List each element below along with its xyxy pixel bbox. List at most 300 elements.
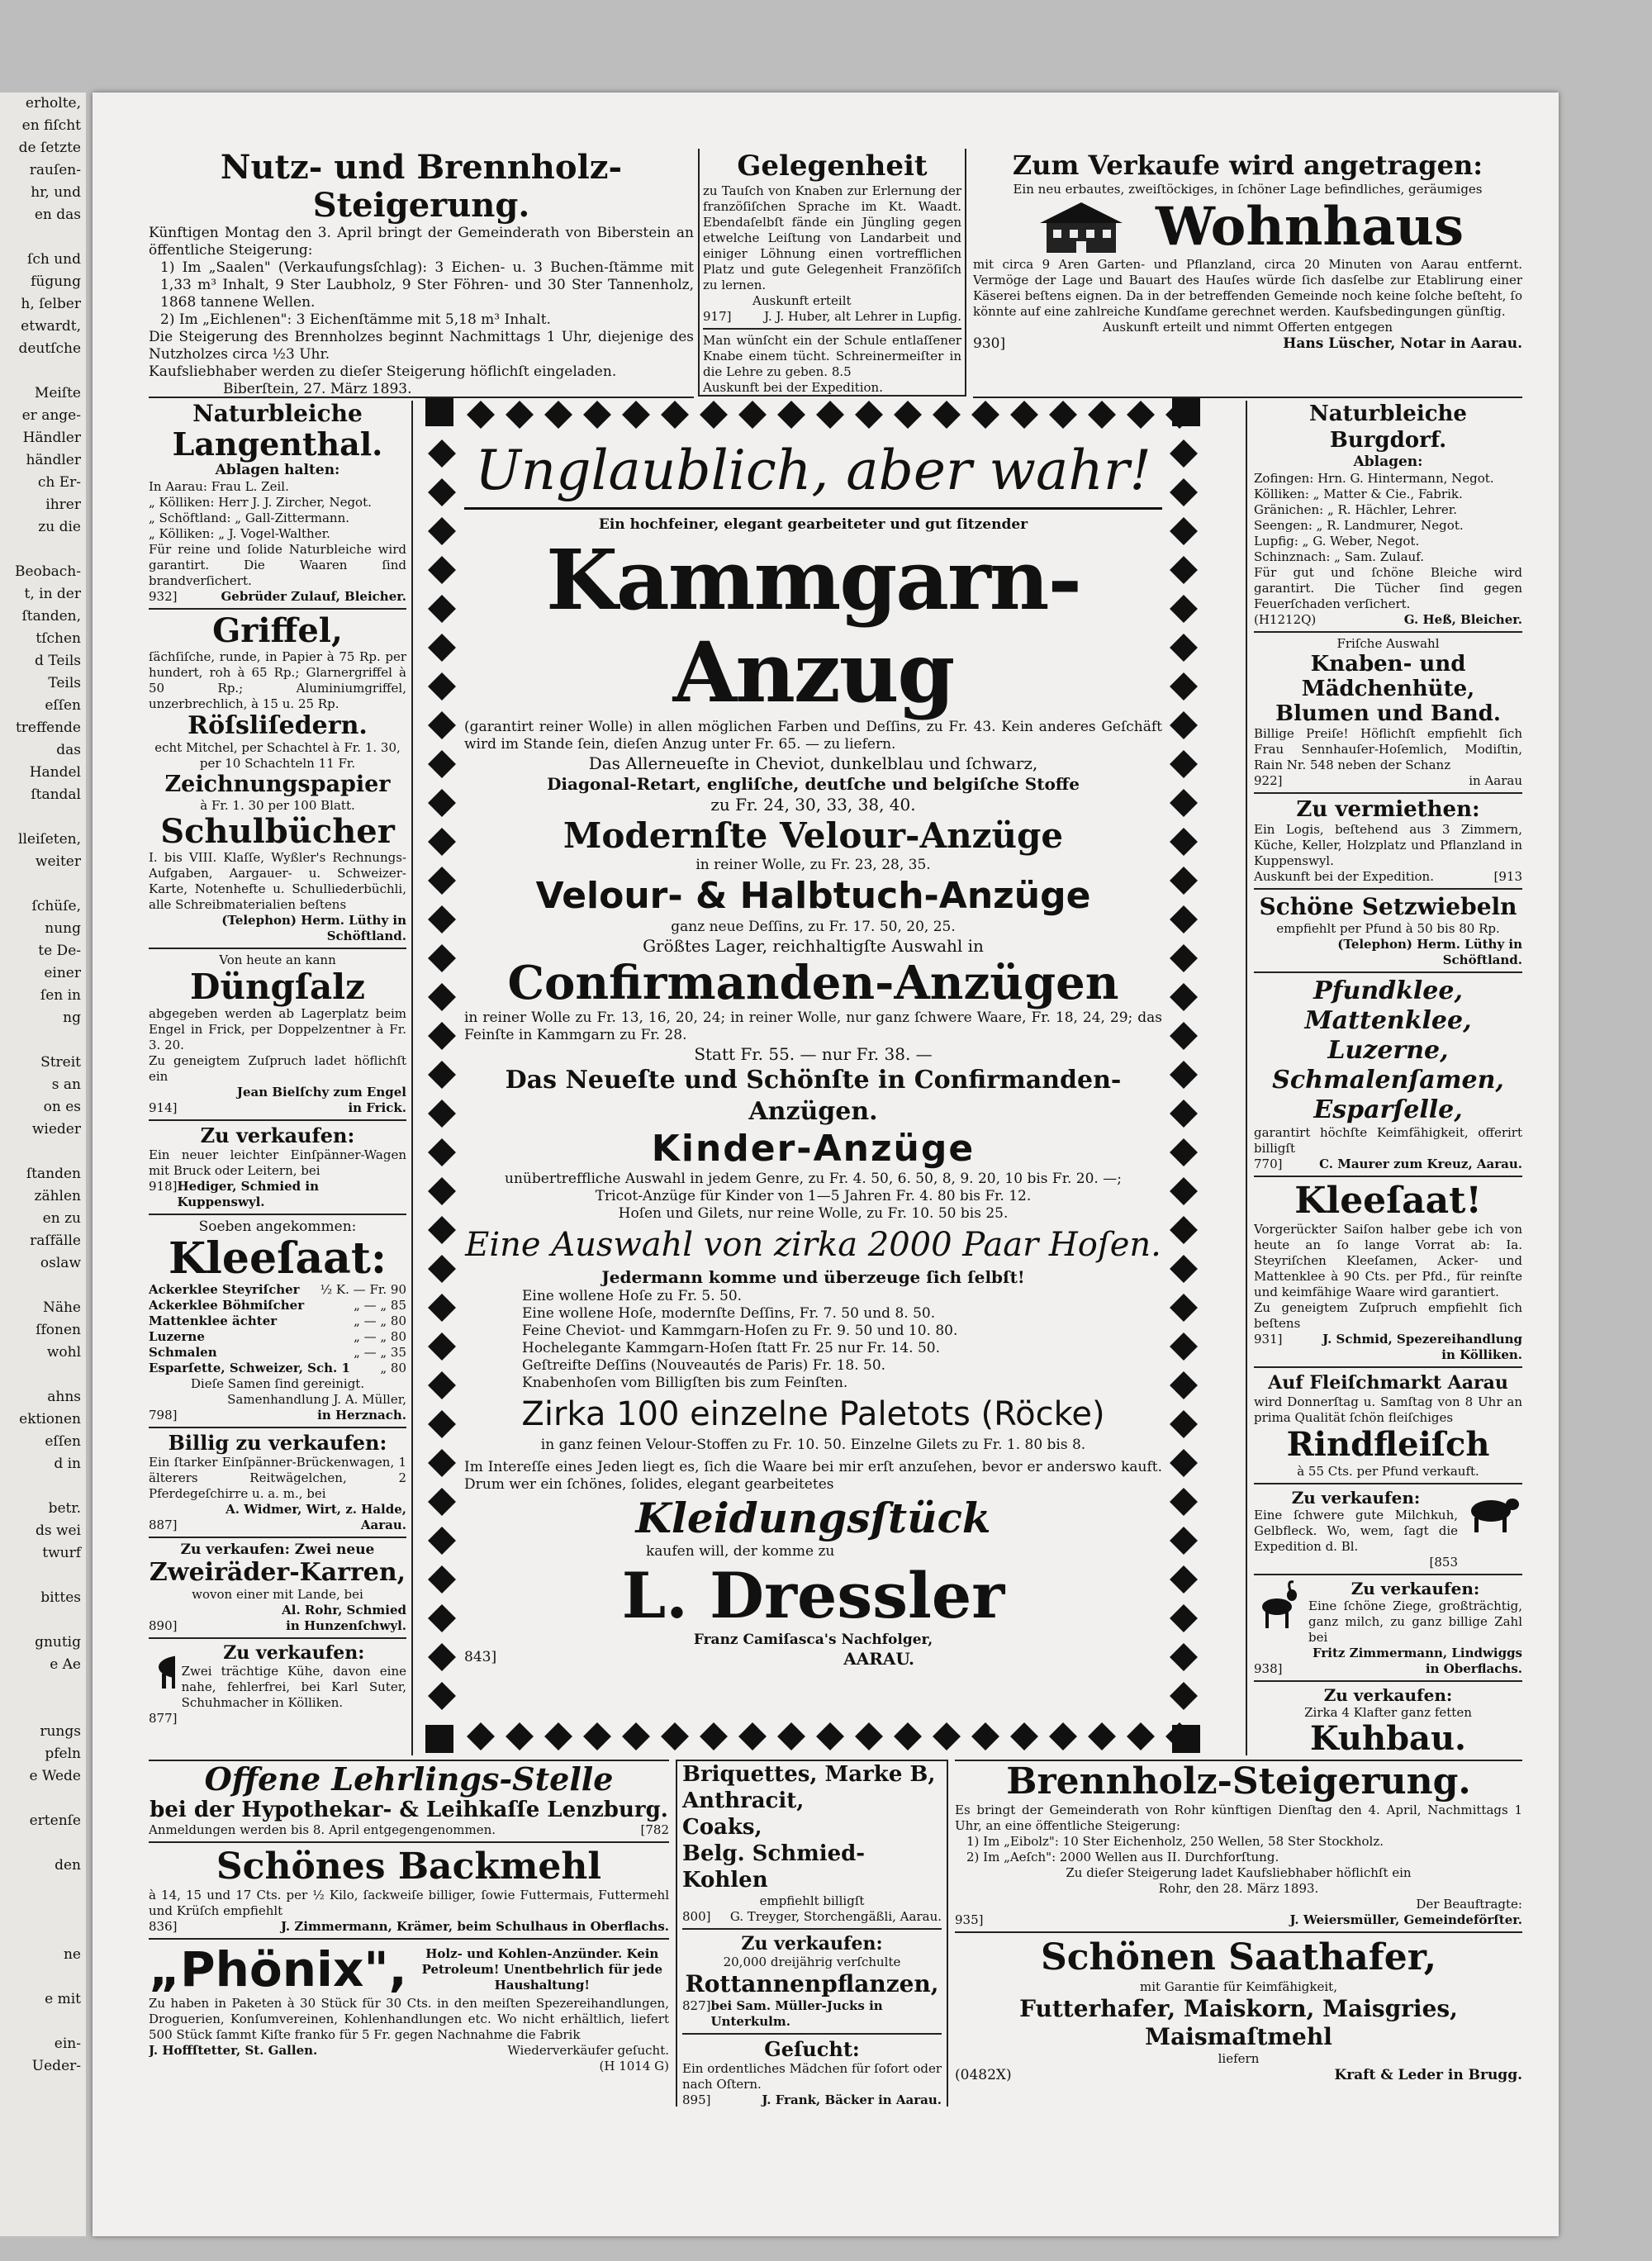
ad-text: Anmeldungen werden bis 8. April entgegengenommen.: [149, 1822, 496, 1837]
border-diamond: [738, 401, 767, 429]
strip-fragment: gnutig: [35, 1634, 81, 1651]
ad-number: 938]: [1254, 1661, 1283, 1676]
ad-big: Kleeſaat!: [1294, 1180, 1482, 1222]
border-diamond: [428, 983, 456, 1011]
strip-fragment: zu die: [38, 519, 81, 535]
ad-heading: Eine Auswahl von zirka 2000 Paar Hoſen.: [465, 1226, 1161, 1264]
list-item: Schmalenſamen,: [1272, 1066, 1504, 1095]
border-diamond: [894, 401, 922, 429]
ad-title: Billig zu verkaufen:: [168, 1431, 387, 1455]
border-diamond: [661, 1722, 689, 1750]
ad-text: Ein Logis, beſtehend aus 3 Zimmern, Küche, Keller, Holzplatz und Pflanzland in Kuppenswyl.: [1254, 822, 1522, 868]
ad-number: 836]: [149, 1919, 178, 1934]
ad-title: Zu verkaufen:: [223, 1642, 365, 1664]
border-diamond: [1170, 556, 1198, 584]
strip-fragment: [0, 1475, 86, 1498]
border-diamond: [428, 1527, 456, 1555]
border-diamond: [428, 595, 456, 623]
border-diamond: [467, 1722, 495, 1750]
ad-big: Rottannenpflanzen,: [685, 1970, 939, 1997]
list-item: Briquettes, Marke B,: [682, 1762, 936, 1787]
strip-fragment: [0, 1275, 86, 1297]
strip-fragment: händler: [26, 452, 81, 468]
border-diamond: [1170, 1565, 1198, 1594]
ad-big: Griffel,: [212, 611, 343, 650]
border-diamond: [1170, 1100, 1198, 1128]
border-diamond: [1170, 595, 1198, 623]
border-diamond: [1170, 1527, 1198, 1555]
ad-text: Dieſe Samen ſind gereinigt.: [190, 1376, 365, 1391]
strip-fragment: ds wei: [35, 1522, 81, 1539]
border-diamond: [428, 1294, 456, 1322]
border-diamond: [544, 1722, 572, 1750]
strip-fragment: Streit: [40, 1054, 81, 1071]
border-diamond: [544, 401, 572, 429]
strip-fragment: ſtanden,: [21, 608, 81, 625]
price-item: Luzerne: [149, 1329, 205, 1344]
strip-fragment: [0, 873, 86, 895]
ad-number: 887]: [149, 1518, 178, 1532]
ad-signature: J. Schmid, Spezereihandlung: [1322, 1332, 1522, 1347]
left-page-strip: [0, 93, 86, 2236]
ad-number: 877]: [149, 1711, 178, 1726]
border-diamond: [700, 1722, 728, 1750]
ad-text: empfiehlt per Pfund à 50 bis 80 Rp.: [1276, 921, 1500, 936]
ad-text: Franz Camiſasca's Nachfolger,: [693, 1632, 933, 1648]
border-diamond: [428, 439, 456, 468]
ad-big: Zweiräder-Karren,: [149, 1558, 406, 1587]
strip-fragment: raſfälle: [30, 1233, 81, 1249]
ad-signature: G. Heß, Bleicher.: [1403, 612, 1522, 627]
strip-fragment: [0, 2100, 86, 2122]
ad-heading: Modernſte Velour-Anzüge: [563, 815, 1064, 856]
ad-text: mit Garantie für Keimfähigkeit,: [1140, 1979, 1337, 1994]
border-diamond: [1170, 1216, 1198, 1244]
list-item: Kölliken: „ Matter & Cie., Fabrik.: [1254, 487, 1463, 501]
ad-big: Kammgarn-Anzug: [546, 531, 1080, 721]
strip-fragment: fügung: [31, 273, 81, 290]
ad-number: 917]: [703, 309, 732, 324]
ad-number: 843]: [464, 1649, 497, 1665]
ad-text: 20,000 dreijährig verſchulte: [723, 1955, 901, 1969]
strip-fragment: [0, 1141, 86, 1163]
ad-big: Futterhafer, Maiskorn, Maisgries, Maismaſtmehl: [1019, 1995, 1458, 2050]
border-diamond: [700, 401, 728, 429]
strip-fragment: betr.: [48, 1500, 81, 1517]
ad-text: garantirt höchſte Keimfähigkeit, offerirt billigſt: [1254, 1125, 1522, 1156]
border-diamond: [428, 944, 456, 972]
border-diamond: [428, 478, 456, 506]
ad-item: „ Kölliken: „ J. Vogel-Walther.: [149, 526, 330, 541]
strip-fragment: en fiſcht: [21, 117, 81, 134]
ad-text: Man wünſcht ein der Schule entlaſſener Knabe einem tücht. Schreinermeiſter in die Lehre zu geben. 8.5: [703, 333, 961, 379]
price-value: „ — „ 35: [354, 1345, 406, 1360]
ad-heading: Velour- & Halbtuch-Anzüge: [535, 875, 1091, 917]
border-diamond: [1170, 1255, 1198, 1283]
strip-fragment: ne: [63, 1946, 81, 1963]
price-value: „ — „ 80: [354, 1329, 406, 1344]
border-diamond: [428, 517, 456, 545]
border-diamond: [425, 1725, 453, 1753]
border-diamond: [1127, 1722, 1155, 1750]
ad-text: Billige Preiſe! Höflichſt empfiehlt ſich Frau Sennhauſer-Hoſemlich, Modiſtin, Rain Nr. 548 neben der Schanz: [1254, 726, 1522, 772]
strip-fragment: ſfonen: [36, 1322, 81, 1338]
ad-title: Zu verkaufen:: [200, 1123, 355, 1147]
ad-text: Zwei trächtige Kühe, davon eine nahe, fehlerfrei, bei Karl Suter, Schuhmacher in Kölliken.: [181, 1664, 406, 1710]
ad-text: Es bringt der Gemeinderath von Rohr künftigen Dienſtag den 4. April, Nachmittags 1 Uhr, an eine öffentliche Steigerung:: [955, 1803, 1522, 1833]
border-diamond: [1170, 983, 1198, 1011]
strip-fragment: bittes: [40, 1589, 81, 1606]
ad-text: Wiederverkäufer geſucht.: [507, 2043, 669, 2058]
border-diamond: [971, 401, 999, 429]
border-diamond: [428, 905, 456, 933]
strip-fragment: ſtandal: [31, 786, 81, 803]
border-diamond: [425, 398, 453, 426]
border-diamond: [428, 1255, 456, 1283]
ad-number: 922]: [1254, 773, 1283, 788]
ad-text: Ein ſtarker Einſpänner-Brückenwagen, 1 älterers Reitwägelchen, 2 Pferdegeſchirre u. a. m., bei: [149, 1455, 406, 1501]
strip-fragment: ahns: [47, 1389, 81, 1405]
ad-text: echt Mitchel, per Schachtel à Fr. 1. 30, per 10 Schachteln 11 Fr.: [154, 740, 401, 771]
ad-text: Für gut und ſchöne Bleiche wird garantirt. Die Tücher ſind gegen Feuerſchaden verſichert.: [1254, 565, 1522, 611]
ad-item: 2) Im „Aeſch": 2000 Wellen aus II. Durchforſtung.: [966, 1850, 1279, 1864]
ad-signature: Fritz Zimmermann, Lindwiggs: [1312, 1646, 1522, 1660]
ad-text: Das Neueſte und Schönſte in Confirmanden-Anzügen.: [505, 1066, 1122, 1126]
border-diamond: [1170, 1022, 1198, 1050]
border-diamond: [428, 634, 456, 662]
border-diamond: [1170, 1371, 1198, 1399]
border-diamond: [428, 1061, 456, 1089]
ad-title: Zu verkaufen:: [1351, 1579, 1480, 1598]
ad-text: abgegeben werden ab Lagerplatz beim Engel in Frick, per Doppelzentner à Fr. 3. 20.: [149, 1006, 406, 1052]
border-diamond: [971, 1722, 999, 1750]
ad-title: Geſucht:: [764, 2037, 860, 2061]
strip-fragment: [0, 1966, 86, 1988]
border-diamond: [622, 401, 650, 429]
ad-signature: J. Hoffſtetter, St. Gallen.: [149, 2043, 318, 2058]
strip-fragment: eſſen: [45, 1433, 81, 1450]
ad-signature: G. Treyger, Storchengäßli, Aarau.: [729, 1909, 942, 1924]
price-value: „ — „ 80: [354, 1313, 406, 1328]
ad-big: Langenthal.: [172, 425, 383, 463]
ad-item: „ Kölliken: Herr J. J. Zircher, Negot.: [149, 495, 372, 510]
ad-text: in reiner Wolle, zu Fr. 23, 28, 35.: [695, 857, 931, 873]
strip-fragment: s an: [51, 1076, 81, 1093]
list-item: Gränichen: „ R. Hächler, Lehrer.: [1254, 502, 1457, 517]
strip-fragment: hr, und: [31, 184, 81, 201]
ad-text: (garantirt reiner Wolle) in allen möglichen Farben und Deſſins, zu Fr. 43. Kein anderes Geſchäft wird im Stande ſein, dieſen Anzug unter Fr. 65. — zu liefern.: [464, 719, 1162, 753]
ad-text: Künftigen Montag den 3. April bringt der Gemeinderath von Biberstein an öffentliche Steigerung:: [149, 225, 694, 259]
ad-text: wird Donnerſtag u. Samſtag von 8 Uhr an prima Qualität ſchön fleiſchiges: [1254, 1394, 1522, 1425]
border-diamond: [1127, 401, 1155, 429]
strip-fragment: wieder: [31, 1121, 81, 1138]
strip-fragment: [0, 226, 86, 249]
ad-text: Auskunft bei der Expedition.: [1254, 869, 1434, 884]
ad-text: Zu geneigtem Zuſpruch ladet höflichſt ein: [149, 1053, 406, 1084]
border-diamond: [1170, 478, 1198, 506]
ad-wohnhaus: [973, 149, 1522, 398]
strip-fragment: [0, 1698, 86, 1721]
border-diamond: [1088, 1722, 1116, 1750]
border-diamond: [1010, 1722, 1038, 1750]
ad-text: Soeben angekommen:: [198, 1218, 357, 1235]
border-diamond: [1170, 944, 1198, 972]
border-diamond: [1170, 1449, 1198, 1477]
price-list: [464, 1288, 1162, 1392]
ad-big: Schöne Setzwiebeln: [1259, 893, 1517, 920]
ad-number: 914]: [149, 1100, 178, 1115]
ad-number: 931]: [1254, 1332, 1283, 1347]
list-item: Esparſelle,: [1313, 1095, 1463, 1124]
ad-text: ganz neue Deſſins, zu Fr. 17. 50, 20, 25.: [671, 919, 956, 935]
strip-fragment: te De-: [38, 943, 81, 959]
list: [1254, 976, 1522, 1125]
ad-text: Größtes Lager, reichhaltigſte Auswahl in: [643, 936, 984, 956]
border-diamond: [1170, 1488, 1198, 1516]
ad-text: Der Beauftragte:: [1416, 1897, 1522, 1912]
ad-signature: Al. Rohr, Schmied: [282, 1603, 406, 1617]
ad-big: bei der Hypothekar- & Leihkaſſe Lenzburg.: [150, 1798, 668, 1822]
ad-text: Ein neu erbautes, zweiſtöckiges, in ſchöner Lage befindliches, geräumiges: [1013, 182, 1483, 197]
border-diamond: [1170, 1177, 1198, 1205]
strip-fragment: [0, 1877, 86, 1899]
ad-text: Friſche Auswahl: [1336, 636, 1440, 651]
strip-fragment: zählen: [34, 1188, 81, 1204]
ad-brand: L. Dressler: [621, 1559, 1005, 1632]
ad-text: à Fr. 1. 30 per 100 Blatt.: [200, 798, 355, 813]
border-diamond: [1170, 1138, 1198, 1166]
ad-dressler: [464, 438, 1162, 1714]
strip-fragment: erholte,: [25, 95, 81, 112]
ad-signature: in Kölliken.: [1441, 1347, 1522, 1362]
border-diamond: [506, 1722, 534, 1750]
strip-fragment: [0, 1676, 86, 1698]
ad-big: Offene Lehrlings-Stelle: [204, 1760, 614, 1798]
ad-big: Rindfleiſch: [1286, 1425, 1490, 1464]
strip-fragment: ſtanden: [26, 1166, 81, 1182]
border-diamond: [428, 1643, 456, 1671]
ad-sub: Ablagen:: [1353, 454, 1423, 470]
ad-title: Auf Fleiſchmarkt Aarau: [1268, 1372, 1508, 1394]
ad-sub: Ein hochfeiner, elegant gearbeiteter und gut ſitzender: [598, 516, 1028, 533]
ad-number: 827]: [682, 1998, 711, 2013]
ad-text: Hoſen und Gilets, nur reine Wolle, zu Fr. 10. 50 bis 25.: [618, 1205, 1009, 1222]
strip-fragment: [0, 2167, 86, 2189]
list-item: Schinznach: „ Sam. Zulauf.: [1254, 549, 1424, 564]
border-diamond: [855, 401, 883, 429]
list-item: Geſtreifte Deſſins (Nouveautés de Paris) Fr. 18. 50.: [522, 1357, 886, 1374]
bottom-left-ads: [149, 1760, 669, 2108]
ad-number: 932]: [149, 589, 178, 604]
right-column: [1246, 401, 1522, 1755]
ad-number: 918]: [149, 1179, 178, 1194]
price-row: [149, 1282, 406, 1298]
border-diamond: [428, 1604, 456, 1632]
border-diamond: [1170, 789, 1198, 817]
ad-place: Biberſtein, 27. März 1893.: [223, 381, 412, 397]
ad-number: [782: [640, 1822, 669, 1837]
cow-icon: [149, 1642, 175, 1692]
ad-title: Zu verkaufen:: [1291, 1488, 1421, 1508]
ad-text: I. bis VIII. Klaſſe, Wyßler's Rechnungs-Aufgaben, Aargauer- u. Schweizer-Karte, Notenhefte u. Schulliederbüchli, alle Schreibmaterialien beſtens: [149, 850, 406, 912]
border-diamond: [1170, 439, 1198, 468]
price-value: ½ K. — Fr. 90: [320, 1282, 406, 1297]
strip-fragment: [0, 1899, 86, 1921]
list: [682, 1761, 942, 1893]
border-diamond: [428, 1488, 456, 1516]
border-diamond: [777, 401, 805, 429]
ad-text: Diagonal-Retart, engliſche, deutſche und belgiſche Stoffe: [547, 774, 1080, 794]
ad-signature: J. Weiersmüller, Gemeindeförſter.: [1289, 1912, 1522, 1927]
strip-fragment: [0, 1029, 86, 1052]
ad-text: Auskunft erteilt und nimmt Offerten entgegen: [1102, 320, 1393, 335]
ad-signature: Kraft & Leder in Brugg.: [1334, 2067, 1522, 2083]
border-diamond: [1170, 634, 1198, 662]
ad-signature: in Oberflachs.: [1425, 1661, 1522, 1676]
border-diamond: [428, 1177, 456, 1205]
strip-fragment: [0, 806, 86, 829]
border-diamond: [428, 1332, 456, 1361]
strip-fragment: d in: [54, 1456, 81, 1472]
strip-fragment: rauſen-: [29, 162, 81, 178]
ad-text: kaufen will, der komme zu: [646, 1543, 835, 1560]
strip-fragment: Meiſte: [34, 385, 81, 401]
ad-big: Düngſalz: [190, 967, 365, 1007]
price-item: Esparſette, Schweizer, Sch. 1: [149, 1361, 350, 1375]
ad-text: in ganz feinen Velour-Stoffen zu Fr. 10. 50. Einzelne Gilets zu Fr. 1. 80 bis 8.: [540, 1437, 1086, 1453]
border-diamond: [1170, 905, 1198, 933]
strip-fragment: ch Er-: [37, 474, 81, 491]
ad-sub: Ablagen halten:: [215, 462, 340, 478]
ad-number: 800]: [682, 1909, 711, 1924]
strip-fragment: einer: [44, 965, 81, 981]
strip-fragment: den: [55, 1857, 81, 1874]
border-diamond: [428, 1138, 456, 1166]
ad-text: Die Steigerung des Brennholzes beginnt Nachmittags 1 Uhr, diejenige des Nutzholzes circa ½3 Uhr.: [149, 329, 694, 363]
house-icon: [1032, 198, 1131, 256]
strip-fragment: wohl: [46, 1344, 81, 1361]
ad-number: (H1212Q): [1254, 612, 1317, 627]
ad-text: Zu dieſer Steigerung ladet Kaufsliebhaber höflichſt ein: [1066, 1865, 1412, 1880]
list-item: Belg. Schmied-Kohlen: [682, 1841, 866, 1893]
border-diamond: [428, 1371, 456, 1399]
strip-fragment: [0, 2145, 86, 2167]
border-diamond: [1170, 1682, 1198, 1710]
cow-icon: [1463, 1488, 1522, 1537]
strip-fragment: [0, 1788, 86, 1810]
ad-number: [853: [1429, 1555, 1458, 1570]
ad-heading: Kinder-Anzüge: [651, 1128, 976, 1170]
strip-fragment: en zu: [42, 1210, 81, 1227]
strip-fragment: deutſche: [18, 340, 81, 357]
border-diamond: [428, 1100, 456, 1128]
ad-text: Holz- und Kohlen-Anzünder. Kein Petroleum! Unentbehrlich für jede Haushaltung!: [421, 1945, 663, 1993]
strip-fragment: twurf: [42, 1545, 81, 1561]
ad-signature: in Aarau: [1469, 773, 1522, 788]
ad-signature: in Herznach.: [317, 1408, 406, 1423]
strip-fragment: das: [56, 742, 81, 758]
ad-item: In Aarau: Frau L. Zeil.: [149, 479, 289, 494]
price-row: [149, 1329, 406, 1345]
price-row: [149, 1361, 406, 1376]
ad-signature: Gebrüder Zulauf, Bleicher.: [221, 589, 406, 604]
strip-fragment: t, in der: [24, 586, 81, 602]
ad-number: 890]: [149, 1618, 178, 1633]
strip-fragment: de ſetzte: [18, 140, 81, 156]
bottom-right-ads: [955, 1760, 1522, 2108]
ad-signature: Hans Lüscher, Notar in Aarau.: [1283, 335, 1522, 352]
ad-text: Eine ſchwere gute Milchkuh, Gelbfleck. Wo, wem, ſagt die Expedition d. Bl.: [1254, 1508, 1458, 1554]
strip-fragment: e mit: [45, 1991, 81, 2007]
ad-number: [913: [1493, 869, 1522, 884]
price-item: Ackerklee Böhmiſcher: [149, 1298, 305, 1313]
strip-fragment: e Ae: [50, 1656, 81, 1673]
strip-fragment: Händler: [22, 430, 81, 446]
border-diamond: [933, 401, 961, 429]
strip-fragment: ng: [63, 1009, 81, 1026]
border-diamond: [428, 711, 456, 739]
ad-item: „ Schöftland: „ Gall-Zittermann.: [149, 511, 350, 525]
ad-text: Jedermann komme und überzeuge ſich ſelbſt!: [601, 1267, 1025, 1287]
list-item: Mattenklee,: [1304, 1006, 1472, 1035]
ad-text: Im Intereſſe eines Jeden liegt es, ſich die Waare bei mir erſt anzuſehen, bevor er anderswo kauft. Drum wer ein ſchönes, ſolides, elegant gearbeitetes: [464, 1459, 1162, 1493]
border-diamond: [428, 750, 456, 778]
ad-big: „Phönix",: [149, 1941, 407, 1997]
strip-fragment: [0, 360, 86, 382]
ad-title: Gelegenheit: [737, 150, 928, 183]
strip-fragment: lleiſeten,: [18, 831, 81, 848]
ad-signature: Jean Bielſchy zum Engel: [236, 1085, 406, 1100]
list-item: Luzerne,: [1327, 1036, 1449, 1065]
ad-title: Naturbleiche Burgdorf.: [1309, 401, 1467, 453]
list-item: Knabenhoſen vom Billigſten bis zum Feinſten.: [522, 1375, 848, 1391]
ad-text: Eine ſchöne Ziege, großträchtig, ganz milch, zu ganz billige Zahl bei: [1308, 1598, 1522, 1645]
border-diamond: [622, 1722, 650, 1750]
ad-big: Röſsliſedern.: [188, 711, 368, 740]
goat-icon: [1254, 1579, 1303, 1633]
strip-fragment: er ange-: [21, 407, 81, 424]
price-item: Mattenklee ächter: [149, 1313, 278, 1328]
border-diamond: [1170, 1643, 1198, 1671]
strip-fragment: [0, 2189, 86, 2211]
ad-text: Ein neuer leichter Einſpänner-Wagen mit Bruck oder Leitern, bei: [149, 1147, 406, 1178]
strip-fragment: [0, 2122, 86, 2145]
border-diamond: [428, 556, 456, 584]
strip-fragment: h, ſelber: [21, 296, 81, 312]
border-diamond: [738, 1722, 767, 1750]
strip-fragment: etwardt,: [21, 318, 81, 335]
strip-fragment: oslaw: [40, 1255, 81, 1271]
strip-fragment: ertenſe: [29, 1812, 81, 1829]
border-diamond: [1170, 828, 1198, 856]
ad-text: wovon einer mit Lande, bei: [192, 1587, 363, 1602]
border-diamond: [1170, 1332, 1198, 1361]
strip-fragment: [0, 1832, 86, 1855]
list-item: Eine wollene Hoſe, modernſte Deſſins, Fr. 7. 50 und 8. 50.: [522, 1305, 936, 1322]
border-diamond: [428, 789, 456, 817]
ad-number: 895]: [682, 2092, 711, 2107]
list-item: Feine Cheviot- und Kammgarn-Hoſen zu Fr. 9. 50 und 10. 80.: [522, 1323, 958, 1339]
border-diamond: [1049, 401, 1077, 429]
strip-fragment: en das: [34, 207, 81, 223]
border-diamond: [816, 1722, 844, 1750]
ad-big: Schönen Saathafer,: [1040, 1936, 1437, 1978]
border-diamond: [1049, 1722, 1077, 1750]
ad-big: Knaben- und Mädchenhüte, Blumen und Band.: [1275, 652, 1501, 726]
ad-heading: Zirka 100 einzelne Paletots (Röcke): [521, 1395, 1105, 1433]
border-diamond: [1170, 1061, 1198, 1089]
strip-fragment: e Wede: [29, 1768, 81, 1784]
